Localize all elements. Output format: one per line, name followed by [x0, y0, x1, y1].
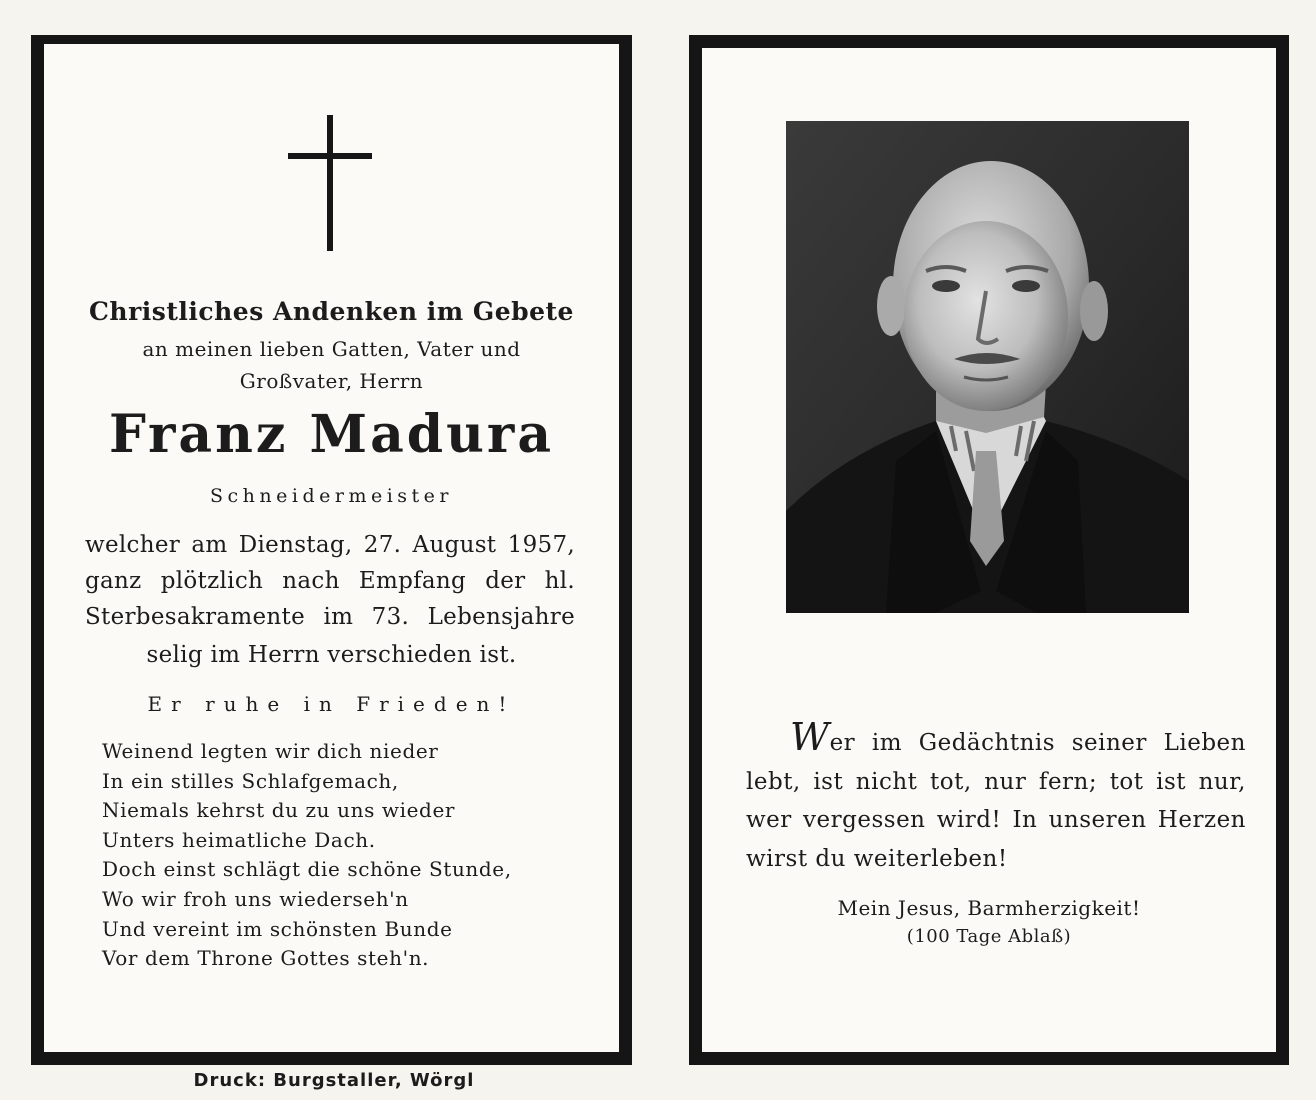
quote-line: wirst du weiterleben!: [746, 845, 1008, 872]
poem-line: In ein stilles Schlafgemach,: [102, 768, 399, 793]
intro-title: Christliches Andenken im Gebete: [89, 297, 574, 326]
poem: [102, 737, 562, 974]
poem-line: Vor dem Throne Gottes steh'n.: [102, 946, 430, 971]
poem-line: Niemals kehrst du zu uns wieder: [102, 798, 456, 823]
intro-line-2: Großvater, Herrn: [239, 369, 424, 393]
poem-line: Unters heimatliche Dach.: [102, 827, 376, 852]
poem-line: Und vereint im schönsten Bunde: [102, 916, 453, 941]
memorial-card-right: [689, 35, 1289, 1065]
death-notice-line: selig im Herrn verschieden ist.: [146, 642, 517, 668]
profession: Schneidermeister: [210, 485, 453, 507]
death-notice-line: ganz plötzlich nach Empfang der hl.: [85, 568, 575, 594]
portrait-photo: [786, 121, 1189, 613]
cross-icon: [288, 115, 372, 251]
quote-line: lebt, ist nicht tot, nur fern; tot ist nur,: [746, 768, 1246, 795]
indulgence-note: (100 Tage Ablaß): [906, 926, 1072, 947]
quote-line: wer vergessen wird! In unseren Herzen: [746, 807, 1246, 833]
memorial-quote: [746, 715, 1246, 878]
rest-in-peace: Er ruhe in Frieden!: [147, 692, 516, 716]
printer-credit: Druck: Burgstaller, Wörgl: [193, 1070, 475, 1091]
memorial-card-left: [31, 35, 632, 1065]
poem-line: Doch einst schlägt die schöne Stunde,: [102, 857, 512, 882]
death-notice-line: welcher am Dienstag, 27. August 1957,: [85, 532, 575, 558]
poem-line: Wo wir froh uns wiederseh'n: [102, 886, 409, 911]
quote-initial: W: [790, 715, 830, 759]
poem-line: Weinend legten wir dich nieder: [102, 739, 439, 763]
intro-line-1: an meinen lieben Gatten, Vater und: [142, 337, 521, 361]
quote-line: er im Gedächtnis seiner Lieben: [829, 730, 1246, 756]
death-notice-line: Sterbesakramente im 73. Lebensjahre: [85, 604, 575, 630]
prayer: Mein Jesus, Barmherzigkeit!: [837, 896, 1141, 920]
deceased-name: Franz Madura: [108, 404, 555, 465]
